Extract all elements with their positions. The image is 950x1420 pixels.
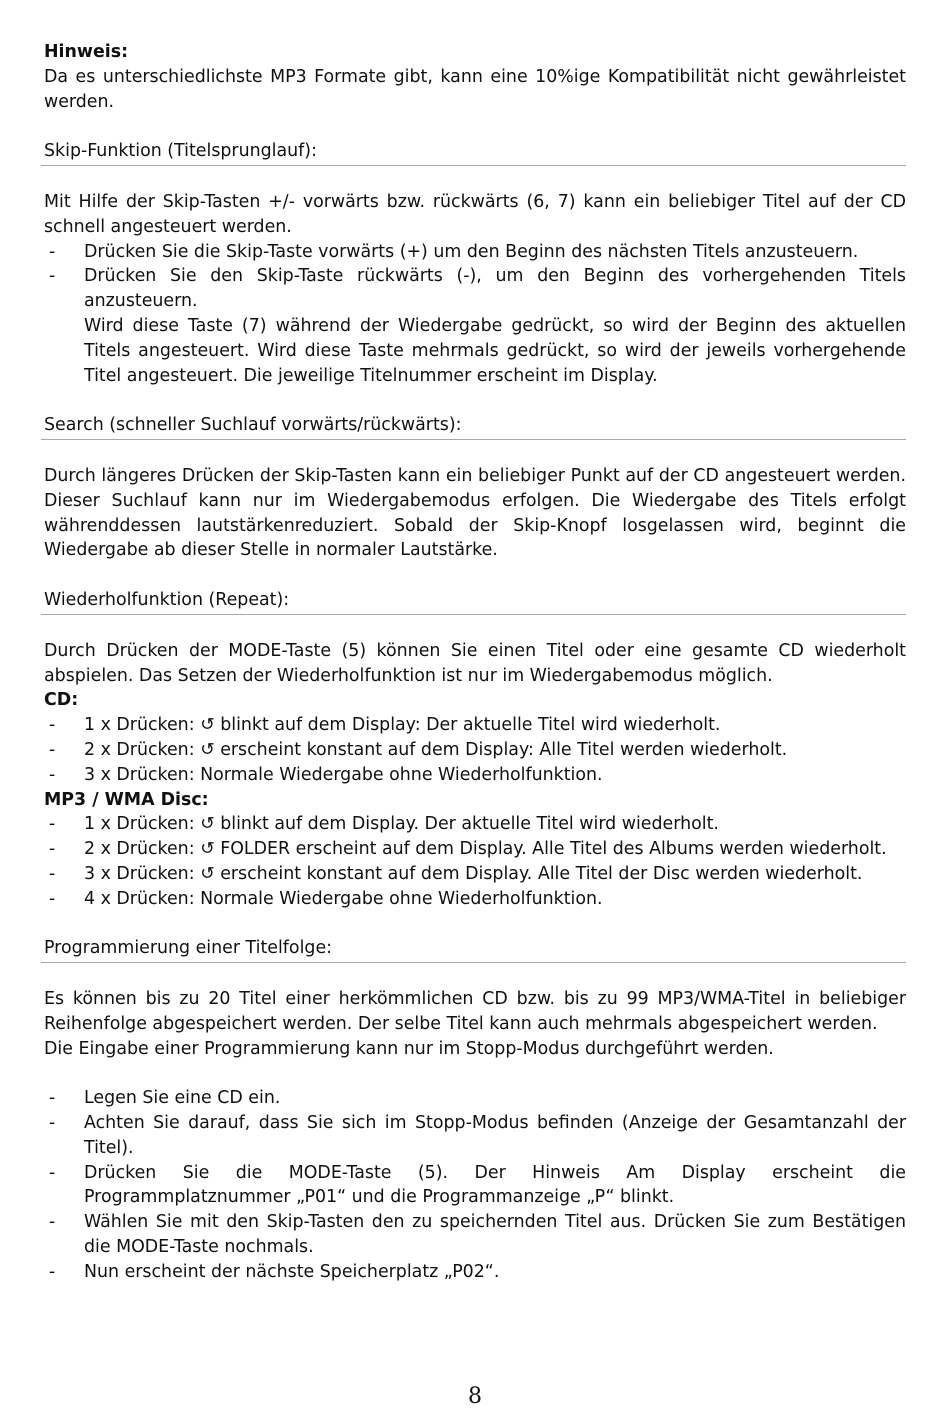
spacer [44,1061,906,1086]
list-item-text: Drücken Sie die MODE-Taste (5). Der Hinweis Am Display erscheint die Programmplatznummer „P01“ und die Programmanzeige „P“ blinkt. [84,1162,906,1208]
list-item-text: 1 x Drücken: ↺ blinkt auf dem Display. Der aktuelle Titel wird wiederholt. [84,814,719,835]
spacer [44,563,906,588]
list-dash: - [49,814,56,835]
list-item-text: 4 x Drücken: Normale Wiedergabe ohne Wiederholfunktion. [84,888,603,909]
list-item [44,240,906,265]
list-item-text: Drücken Sie die Skip-Taste vorwärts (+) um den Beginn des nächsten Titels anzusteuern. [84,241,859,262]
program-list [44,1086,906,1284]
spacer [44,912,906,937]
list-item [44,1210,906,1260]
list-item [44,862,906,887]
section-heading-search: Search (schneller Suchlauf vorwärts/rückwärts): [41,413,906,440]
skip-intro: Mit Hilfe der Skip-Tasten +/- vorwärts bzw. rückwärts (6, 7) kann ein beliebiger Titel auf der CD schnell angesteuert werden. [44,191,906,237]
list-item [44,264,906,314]
list-item [44,763,906,788]
skip-list [44,240,906,314]
list-item [44,812,906,837]
page-number: 8 [468,1384,482,1409]
list-dash: - [49,888,56,909]
program-text-1: Es können bis zu 20 Titel einer herkömmlichen CD bzw. bis zu 99 MP3/WMA-Titel in beliebiger Reihenfolge abgespeichert werden. Der selbe Titel kann auch mehrmals abgespeichert werden. [44,989,906,1034]
list-item-text: 3 x Drücken: ↺ erscheint konstant auf dem Display. Alle Titel der Disc werden wiederholt. [84,863,863,884]
list-item [44,713,906,738]
list-item-text: Legen Sie eine CD ein. [84,1088,281,1109]
hinweis-text: Da es unterschiedlichste MP3 Formate gibt, kann eine 10%ige Kompatibilität nicht gewährleistet werden. [44,66,906,112]
list-dash: - [49,715,56,736]
list-item-text: Achten Sie darauf, dass Sie sich im Stopp-Modus befinden (Anzeige der Gesamtanzahl der Titel). [84,1113,906,1158]
section-heading-program: Programmierung einer Titelfolge: [41,936,906,963]
list-dash: - [49,839,56,860]
hinweis-title: Hinweis: [44,42,129,62]
list-item-text: 2 x Drücken: ↺ FOLDER erscheint auf dem Display. Alle Titel des Albums werden wiederholt. [84,839,887,860]
list-item [44,887,906,912]
list-item [44,1161,906,1211]
list-item-text: Nun erscheint der nächste Speicherplatz „P02“. [84,1261,500,1282]
list-item [44,837,906,862]
list-item-text: Drücken Sie den Skip-Taste rückwärts (-), um den Beginn des vorhergehenden Titels anzusteuern. [84,266,906,312]
list-item [44,1260,906,1285]
program-text-2: Die Eingabe einer Programmierung kann nur im Stopp-Modus durchgeführt werden. [44,1038,774,1059]
list-dash: - [49,764,56,785]
list-dash: - [49,863,56,884]
section-heading-repeat: Wiederholfunktion (Repeat): [41,588,906,615]
skip-note: Wird diese Taste (7) während der Wiedergabe gedrückt, so wird der Beginn des aktuellen Titels angesteuert. Wird diese Taste mehrmals gedrückt, so wird der jeweils vorhergehende Titel angesteuert. Die jeweilige Titelnummer erscheint im Display. [84,315,906,386]
list-dash: - [49,739,56,760]
spacer [44,388,906,413]
list-dash: - [49,1261,56,1282]
list-item-text: 2 x Drücken: ↺ erscheint konstant auf dem Display: Alle Titel werden wiederholt. [84,739,788,760]
list-dash: - [49,1162,56,1183]
list-item-text: 3 x Drücken: Normale Wiedergabe ohne Wiederholfunktion. [84,764,603,785]
list-dash: - [49,266,56,287]
section-heading-skip: Skip-Funktion (Titelsprunglauf): [41,139,906,166]
repeat-mp3-list [44,812,906,911]
list-item [44,738,906,763]
manual-page [44,40,906,1285]
repeat-intro: Durch Drücken der MODE-Taste (5) können Sie einen Titel oder eine gesamte CD wiederholt abspielen. Das Setzen der Wiederholfunktion ist nur im Wiedergabemodus möglich. [44,640,906,686]
list-dash: - [49,241,56,262]
list-dash: - [49,1088,56,1109]
list-dash: - [49,1113,56,1134]
search-text: Durch längeres Drücken der Skip-Tasten kann ein beliebiger Punkt auf der CD angesteuert werden. Dieser Suchlauf kann nur im Wiedergabemodus erfolgen. Die Wiedergabe des Titels erfolgt währenddessen lautstärkenreduziert. Sobald der Skip-Knopf losgelassen wird, beginnt die Wiedergabe ab dieser Stelle in normaler Lautstärke. [44,465,906,561]
repeat-cd-label: CD: [44,690,79,711]
list-item-text: 1 x Drücken: ↺ blinkt auf dem Display: Der aktuelle Titel wird wiederholt. [84,715,721,736]
list-item [44,1086,906,1111]
repeat-mp3-label: MP3 / WMA Disc: [44,789,209,810]
spacer [44,114,906,139]
list-item [44,1111,906,1161]
repeat-cd-list [44,713,906,787]
list-item-text: Wählen Sie mit den Skip-Tasten den zu speichernden Titel aus. Drücken Sie zum Bestätigen die MODE-Taste nochmals. [84,1212,906,1258]
list-dash: - [49,1212,56,1233]
